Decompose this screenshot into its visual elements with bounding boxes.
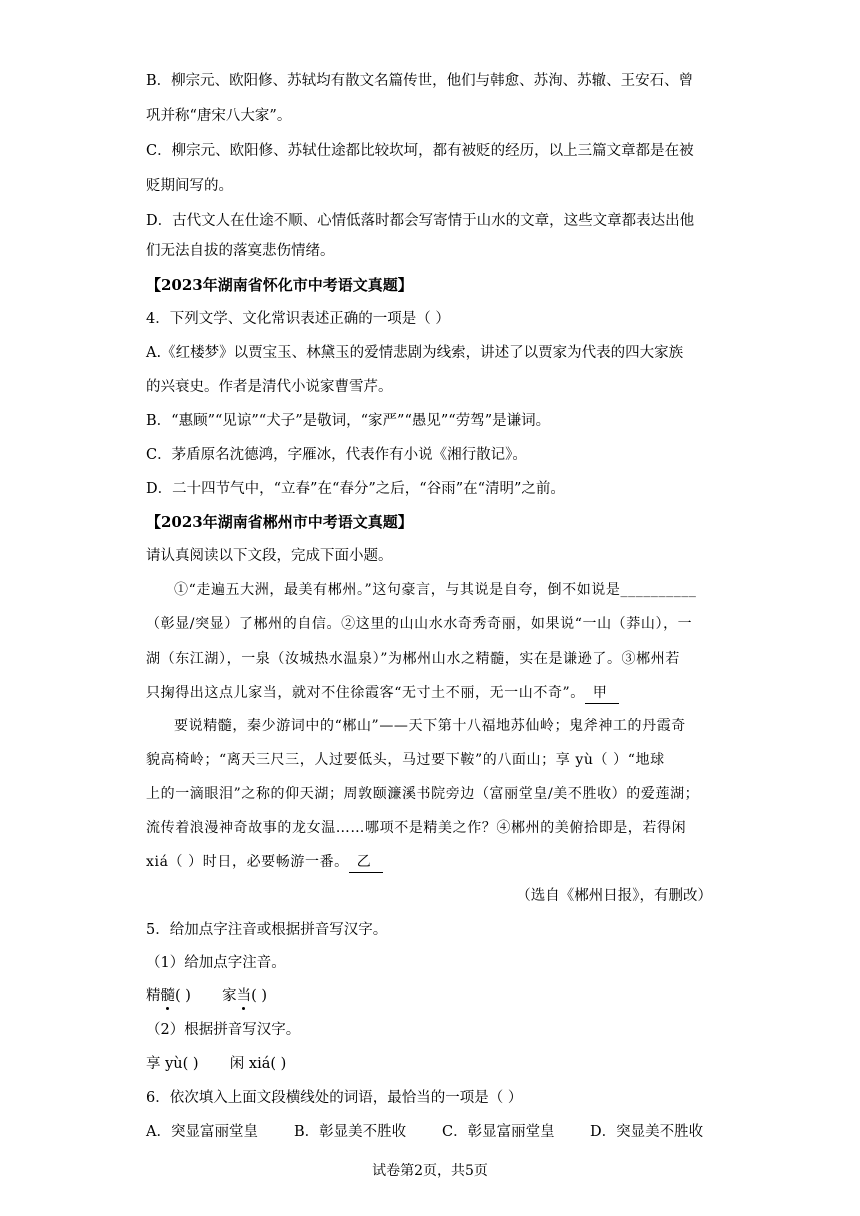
option-b-q4: B．“惠顾”“见谅”“犬子”是敬词，“家严”“愚见”“劳驾”是谦词。 [146,413,551,429]
blank-mark-yi: 乙 [349,852,383,873]
option-c-q4: C．茅盾原名沈德鸿，字雁冰，代表作有小说《湘行散记》。 [146,447,527,463]
passage-p2-line2: 貌高椅岭；“离天三尺三，人过要低头，马过要下鞍”的八面山；享 yù（ ）“地球 [146,752,665,768]
question-5: 5．给加点字注音或根据拼音写汉字。 [146,922,388,938]
passage-p1-line2: （彰显/突显）了郴州的自信。②这里的山山水水奇秀奇丽，如果说“一山（莽山），一 [146,616,693,632]
option-d-q3-line1: D．古代文人在仕途不顺、心情低落时都会写寄情于山水的文章，这些文章都表达出他 [146,213,695,229]
passage-p2-line3: 上的一滴眼泪”之称的仰天湖；周敦颐濂溪书院旁边（富丽堂皇/美不胜收）的爱莲湖； [146,786,700,802]
question-5-part1: （1）给加点字注音。 [146,955,286,971]
passage-p2-line4: 流传着浪漫神奇故事的龙女温……哪项不是精美之作？④郴州的美俯拾即是，若得闲 [146,820,687,836]
word-char: 家 [222,988,237,1004]
question-5-part2: （2）根据拼音写汉字。 [146,1022,301,1038]
option-d-q6: D．突显美不胜收 [590,1124,704,1140]
dotted-char: 当 [236,988,252,1004]
section-heading-chenzhou: 【2023年湖南省郴州市中考语文真题】 [146,513,413,531]
question-6: 6．依次填入上面文段横线处的词语，最恰当的一项是（ ） [146,1090,523,1106]
pinyin-item: 享 yù( ) [146,1056,199,1072]
passage-p1-line4 [146,683,619,704]
question-5-part1-items [146,986,267,1006]
option-b-q3-line1: B．柳宗元、欧阳修、苏轼均有散文名篇传世，他们与韩愈、苏洵、苏辙、王安石、曾 [146,73,694,89]
pinyin-item: 闲 xiá( ) [229,1056,287,1072]
option-c-q3-line2: 贬期间写的。 [146,178,233,194]
question-4: 4．下列文学、文化常识表述正确的一项是（ ） [146,311,450,327]
question-6-options [146,1122,703,1142]
question-5-part2-items [146,1054,286,1074]
word-char: 精 [146,988,161,1004]
passage-text: xiá（ ）时日，必要畅游一番。 [146,854,349,870]
passage-p1-line1 [174,580,697,600]
section-heading-huaihua: 【2023年湖南省怀化市中考语文真题】 [146,276,413,294]
option-a-q4-line2: 的兴衰史。作者是清代小说家曹雪芹。 [146,379,393,395]
option-b-q6: B．彰显美不胜收 [294,1124,407,1140]
passage-text: ①“走遍五大洲，最美有郴州。”这句豪言，与其说是自夸，倒不如说是 [174,582,621,598]
passage-p2-line5 [146,852,383,873]
answer-paren: ( ) [251,988,268,1004]
answer-paren: ( ) [175,988,191,1004]
passage-source: （选自《郴州日报》，有删改） [516,888,712,904]
passage-p1-line3: 湖（东江湖），一泉（汝城热水温泉）”为郴州山水之精髓，实在是谦逊了。③郴州若 [146,651,680,667]
option-d-q4: D．二十四节气中，“立春”在“春分”之后，“谷雨”在“清明”之前。 [146,481,565,497]
option-a-q4-line1: A.《红楼梦》以贾宝玉、林黛玉的爱情悲剧为线索，讲述了以贾家为代表的四大家族 [146,345,684,361]
option-b-q3-line2: 巩并称“唐宋八大家”。 [146,108,292,124]
reading-intro: 请认真阅读以下文段，完成下面小题。 [146,548,393,564]
dotted-char: 髓 [160,988,175,1004]
page-footer: 试卷第2页，共5页 [372,1163,488,1179]
option-a-q6: A．突显富丽堂皇 [146,1124,258,1140]
blank-mark-jia: 甲 [585,683,619,704]
option-d-q3-line2: 们无法自拔的落寞悲伤情绪。 [146,243,335,259]
passage-p2-line1: 要说精髓，秦少游词中的“郴山”——天下第十八福地苏仙岭；鬼斧神工的丹霞奇 [174,718,686,734]
passage-text: 只掬得出这点儿家当，就对不住徐霞客“无寸土不丽，无一山不奇”。 [146,685,585,701]
option-c-q3-line1: C．柳宗元、欧阳修、苏轼仕途都比较坎坷，都有被贬的经历，以上三篇文章都是在被 [146,143,694,159]
blank-line: __________ [620,582,697,598]
option-c-q6: C．彰显富丽堂皇 [442,1124,555,1140]
